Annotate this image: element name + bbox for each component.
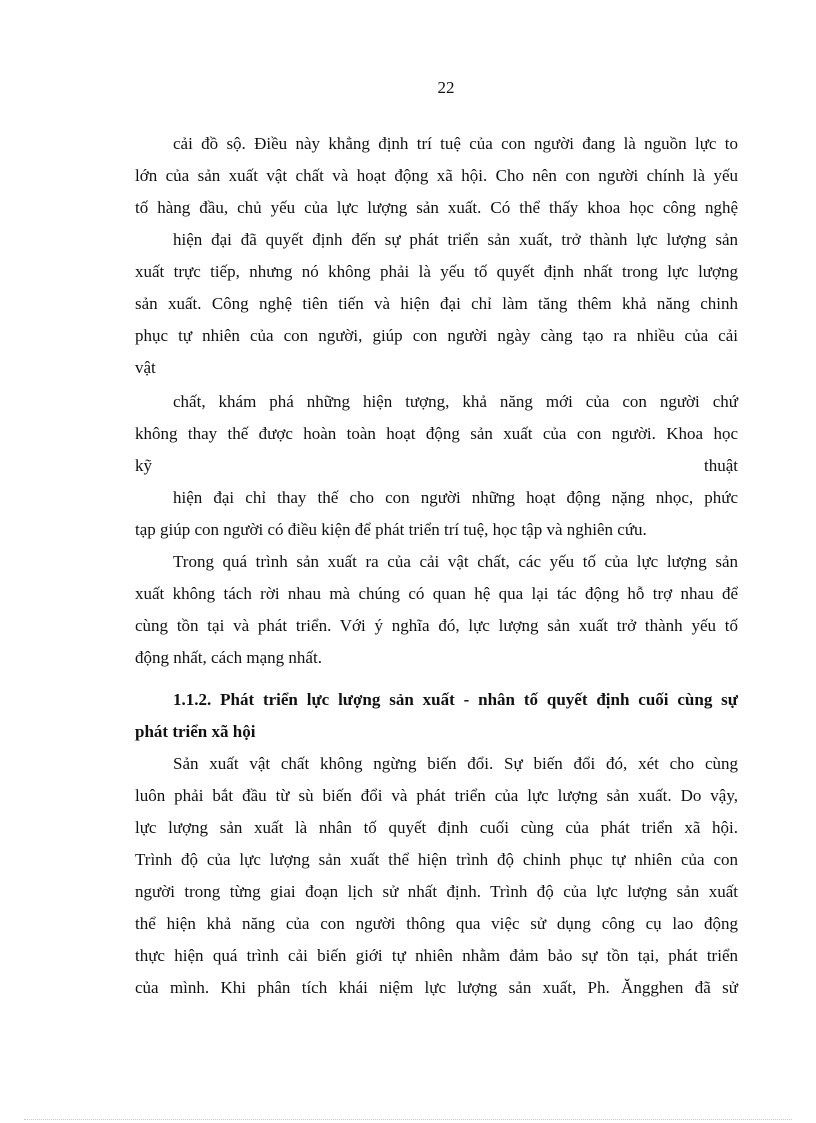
text-line: của mình. Khi phân tích khái niệm lực lượng sản xuất, Ph. Ăngghen đã sử [135, 978, 738, 997]
text-line: chất, khám phá những hiện tượng, khả năng mới của con người chứ [173, 392, 738, 411]
section-heading: 1.1.2. Phát triển lực lượng sản xuất - nhân tố quyết định cuối cùng sự [173, 690, 738, 709]
text-line: luôn phải bắt đầu từ sù biến đổi và phát triển của lực lượng sản xuất. Do vậy, [135, 786, 738, 805]
text-line: tạp giúp con người có điều kiện để phát triển trí tuệ, học tập và nghiên cứu. [135, 520, 647, 539]
text-line: lớn của sản xuất vật chất và hoạt động xã hội. Cho nên con người chính là yếu [135, 166, 738, 185]
text-line: xuất không tách rời nhau mà chúng có quan hệ qua lại tác động hỗ trợ nhau để [135, 584, 738, 603]
text-line: kỹ thuật [135, 456, 738, 475]
text-line: cùng tồn tại và phát triển. Với ý nghĩa đó, lực lượng sản xuất trở thành yếu tố [135, 616, 738, 635]
page-bottom-border [24, 1119, 792, 1120]
section-heading: phát triển xã hội [135, 722, 256, 741]
text-line: lực lượng sản xuất là nhân tố quyết định cuối cùng của phát triển xã hội. [135, 818, 738, 837]
text-line: sản xuất. Công nghệ tiên tiến và hiện đại chỉ làm tăng thêm khả năng chinh [135, 294, 738, 313]
text-line: vật [135, 358, 156, 377]
text-line: Trình độ của lực lượng sản xuất thể hiện trình độ chinh phục tự nhiên của con [135, 850, 738, 869]
text-line: người trong từng giai đoạn lịch sử nhất định. Trình độ của lực lượng sản xuất [135, 882, 738, 901]
text-line: thể hiện khả năng của con người thông qua việc sử dụng công cụ lao động [135, 914, 738, 933]
text-line: không thay thế được hoàn toàn hoạt động sản xuất của con người. Khoa học [135, 424, 738, 443]
text-line: hiện đại đã quyết định đến sự phát triển sản xuất, trở thành lực lượng sản [173, 230, 738, 249]
text-line: phục tự nhiên của con người, giúp con người ngày càng tạo ra nhiều của cải [135, 326, 738, 345]
text-line: động nhất, cách mạng nhất. [135, 648, 322, 667]
text-line: cải đồ sộ. Điều này khẳng định trí tuệ của con người đang là nguồn lực to [173, 134, 738, 153]
text-line: hiện đại chỉ thay thế cho con người những hoạt động nặng nhọc, phức [173, 488, 738, 507]
text-line: thực hiện quá trình cải biến giới tự nhiên nhằm đảm bảo sự tồn tại, phát triển [135, 946, 738, 965]
text-line: Sản xuất vật chất không ngừng biến đổi. Sự biến đổi đó, xét cho cùng [173, 754, 738, 773]
text-line: xuất trực tiếp, nhưng nó không phải là yếu tố quyết định nhất trong lực lượng [135, 262, 738, 281]
text-line: Trong quá trình sản xuất ra của cải vật chất, các yếu tố của lực lượng sản [173, 552, 738, 571]
page-number: 22 [437, 78, 455, 97]
text-line: tố hàng đầu, chủ yếu của lực lượng sản xuất. Có thể thấy khoa học công nghệ [135, 198, 738, 217]
